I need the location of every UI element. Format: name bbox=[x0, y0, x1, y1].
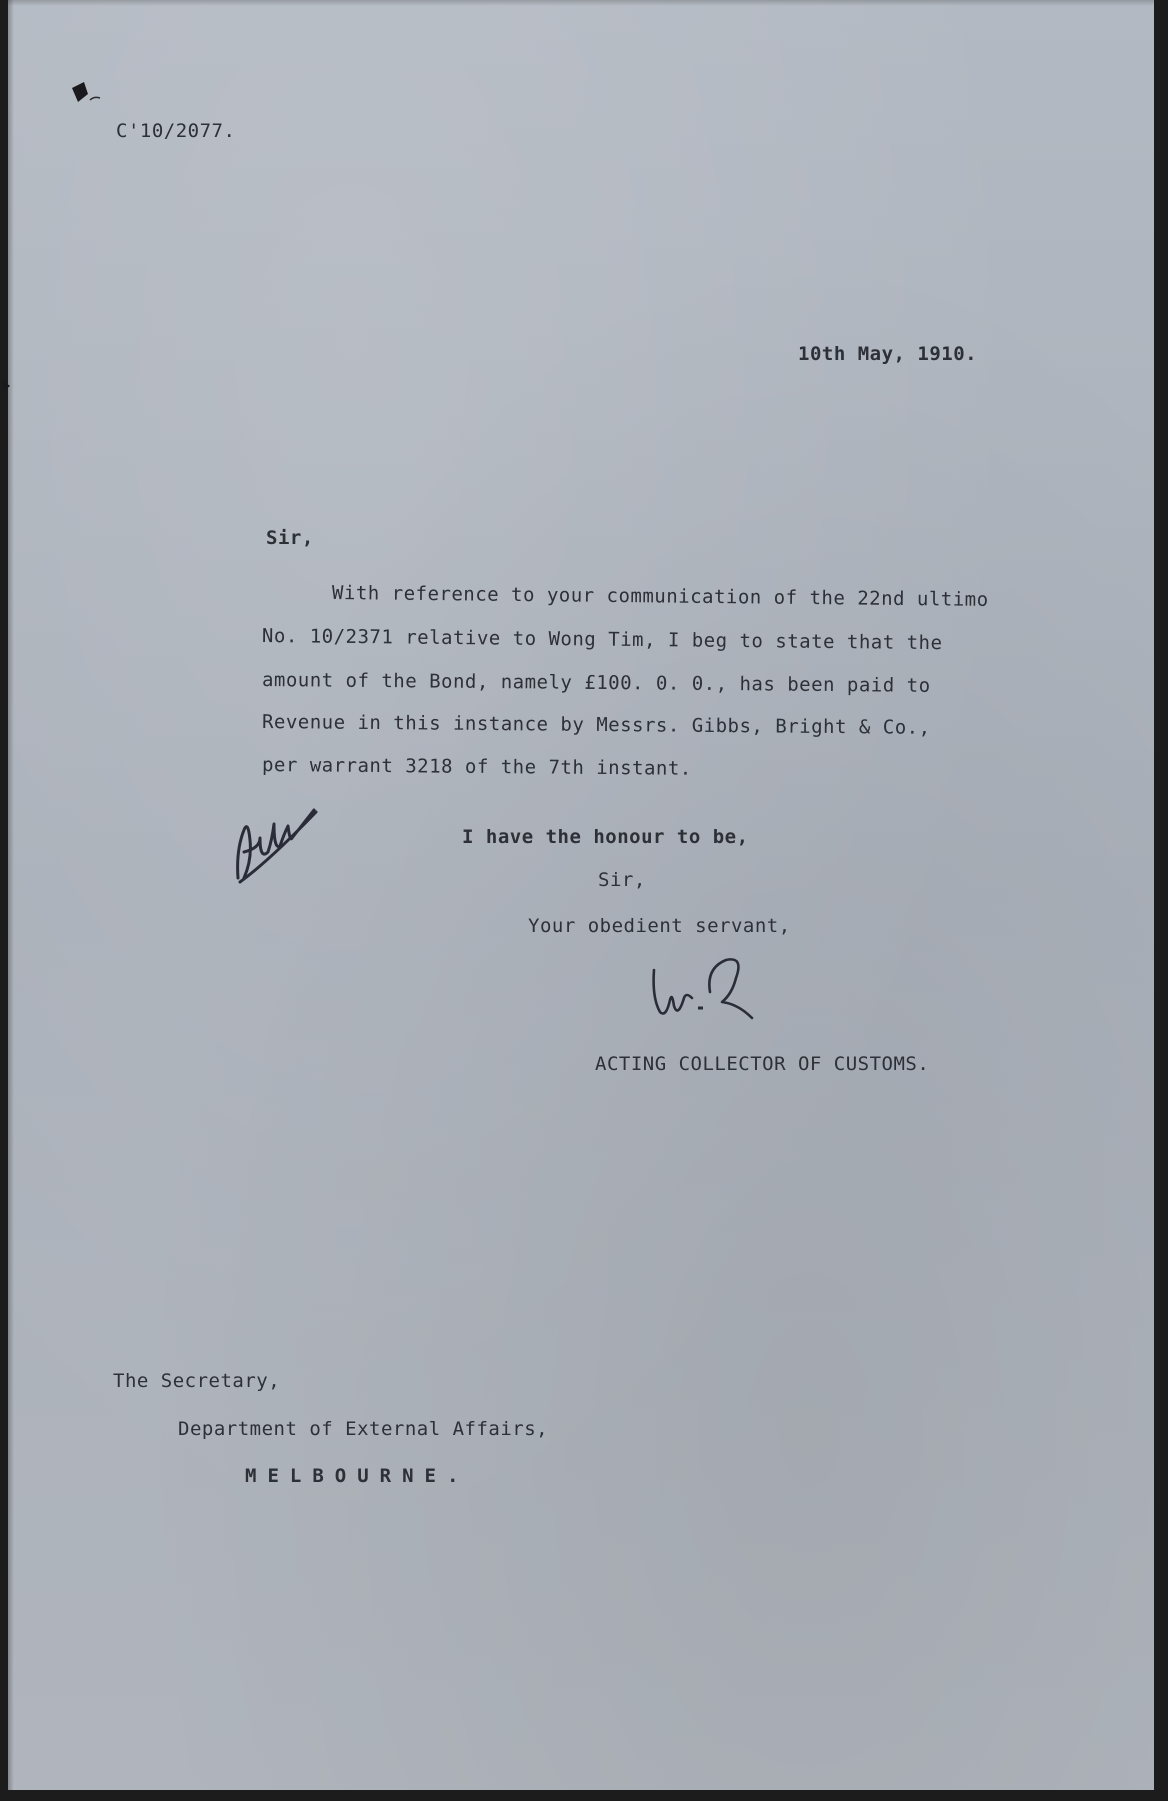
body-line-4: Revenue in this instance by Messrs. Gibbs, Bright & Co., bbox=[261, 711, 931, 739]
closing-sir: Sir, bbox=[598, 869, 646, 891]
body-line-2: No. 10/2371 relative to Wong Tim, I beg to state that the bbox=[261, 625, 943, 655]
closing-line: I have the honour to be, bbox=[462, 826, 749, 848]
margin-mark-icon bbox=[2, 380, 12, 392]
addressee-line-3: MELBOURNE. bbox=[245, 1465, 470, 1487]
salutation: Sir, bbox=[266, 527, 314, 549]
closing-servant: Your obedient servant, bbox=[528, 915, 791, 937]
addressee-line-1: The Secretary, bbox=[113, 1370, 281, 1392]
addressee-line-2: Department of External Affairs, bbox=[178, 1418, 549, 1440]
signatory-title: ACTING COLLECTOR OF CUSTOMS. bbox=[595, 1053, 930, 1075]
ink-mark-icon bbox=[68, 78, 108, 112]
page-shadow-left bbox=[8, 0, 14, 1790]
handwritten-initials-icon bbox=[230, 790, 320, 890]
body-line-5: per warrant 3218 of the 7th instant. bbox=[261, 754, 692, 780]
page-shadow-top bbox=[8, 0, 1154, 6]
letter-page bbox=[8, 0, 1154, 1790]
body-line-3: amount of the Bond, namely £100. 0. 0., has been paid to bbox=[261, 669, 931, 697]
reference-number: C'10/2077. bbox=[116, 120, 236, 142]
body-line-1: With reference to your communication of the 22nd ultimo bbox=[331, 582, 989, 611]
handwritten-signature-icon bbox=[648, 948, 778, 1028]
letter-date: 10th May, 1910. bbox=[798, 343, 978, 365]
